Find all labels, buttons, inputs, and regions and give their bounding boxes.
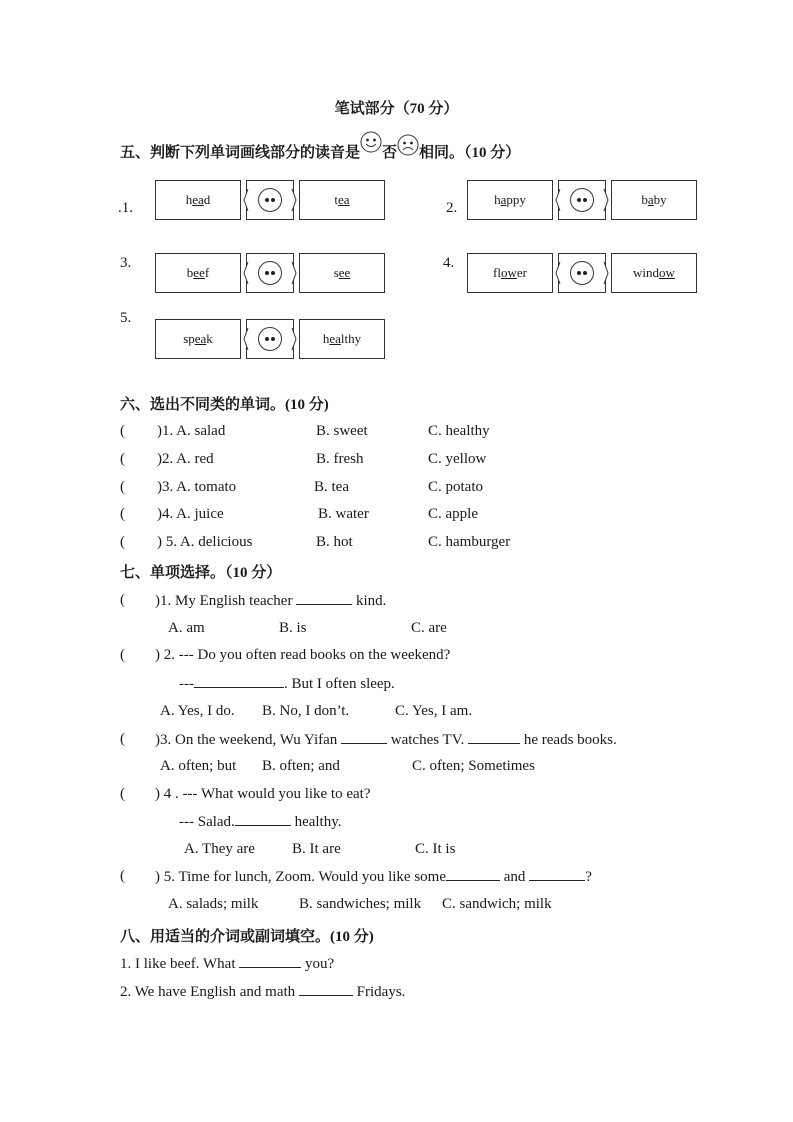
item-number: 3.	[120, 255, 132, 271]
s7-q2-line2-post: . But I often sleep.	[284, 676, 395, 692]
s7-q4-option-a: A. They are	[184, 841, 255, 857]
option-b: B. sweet	[316, 423, 368, 439]
s7-q1-post: kind.	[355, 593, 387, 609]
underlined-letters: ea	[329, 331, 341, 346]
blank-face-icon[interactable]	[258, 188, 282, 212]
item-number: 5.	[120, 310, 132, 326]
answer-blank[interactable]	[341, 731, 387, 744]
answer-face-box[interactable]	[246, 180, 294, 220]
word-box-left	[467, 253, 553, 293]
s8-q1	[120, 955, 334, 973]
option-a: ) 5. A. delicious	[157, 534, 253, 550]
s7-q5-option-c: C. sandwich; milk	[442, 896, 552, 912]
option-a: )1. A. salad	[157, 423, 226, 439]
word-box-left	[155, 253, 241, 293]
notch-right-icon	[603, 262, 609, 284]
item-number: 2.	[446, 200, 458, 216]
notch-left-icon	[243, 328, 249, 350]
option-c: C. healthy	[428, 423, 490, 439]
section8-heading: 八、用适当的介词或副词填空。(10 分)	[120, 929, 374, 945]
s7-q3-option-a: A. often; but	[160, 758, 237, 774]
word-part: sp	[183, 331, 195, 346]
answer-blank[interactable]	[446, 868, 500, 881]
notch-left-icon	[555, 262, 561, 284]
word-part: s	[333, 265, 339, 280]
word-part: b	[641, 192, 648, 207]
word-part: b	[186, 265, 194, 280]
page-title: 笔试部分（70 分）	[334, 101, 459, 117]
s8-q1-pre: 1. I like beef. What	[120, 956, 236, 972]
answer-paren[interactable]: (	[120, 479, 125, 495]
word-box-left	[155, 319, 241, 359]
s7-q2-option-b: B. No, I don’t.	[262, 703, 350, 719]
option-b: B. fresh	[316, 451, 364, 467]
answer-blank[interactable]	[239, 955, 301, 968]
underlined-letters: ea	[192, 192, 204, 207]
word-part: er	[516, 265, 527, 280]
answer-blank[interactable]	[194, 675, 284, 688]
s7-q5-post: ?	[585, 869, 592, 885]
option-c: C. apple	[428, 506, 478, 522]
answer-paren[interactable]: (	[120, 534, 125, 550]
word-part: wind	[633, 265, 660, 280]
section5-heading-suffix: 相同。（10 分）	[419, 145, 521, 161]
word-part: k	[206, 331, 213, 346]
notch-right-icon	[291, 189, 297, 211]
word-box-right	[299, 319, 385, 359]
notch-left-icon	[555, 189, 561, 211]
option-a: )2. A. red	[157, 451, 214, 467]
s7-q4-paren[interactable]: (	[120, 786, 125, 802]
word-box-left	[467, 180, 553, 220]
word-part: ppy	[506, 192, 526, 207]
s7-q5-option-b: B. sandwiches; milk	[299, 896, 422, 912]
s7-q3-mid: watches TV.	[390, 732, 465, 748]
s7-q3-post: he reads books.	[523, 732, 617, 748]
s7-q3-stem	[155, 731, 617, 749]
s7-q1-option-b: B. is	[279, 620, 307, 636]
section7-heading: 七、单项选择。（10 分）	[120, 565, 282, 581]
answer-face-box[interactable]	[558, 180, 606, 220]
item-number: 4.	[443, 255, 455, 271]
s8-q1-post: you?	[305, 956, 335, 972]
s8-q2-post: Fridays.	[356, 984, 406, 1000]
underlined-letters: a	[647, 192, 654, 207]
word-part: d	[203, 192, 211, 207]
s7-q5-paren[interactable]: (	[120, 868, 125, 884]
word-box-right	[299, 180, 385, 220]
answer-blank[interactable]	[299, 983, 353, 996]
blank-face-icon[interactable]	[570, 261, 594, 285]
blank-face-icon[interactable]	[258, 261, 282, 285]
s7-q4-line2-pre: --- Salad.	[179, 814, 235, 830]
underlined-letters: ea	[338, 192, 350, 207]
s7-q2-line1: ) 2. --- Do you often read books on the weekend?	[155, 647, 451, 663]
s7-q5-stem	[155, 868, 592, 886]
word-box-right	[611, 180, 697, 220]
underlined-letters: ea	[194, 331, 207, 346]
answer-face-box[interactable]	[558, 253, 606, 293]
s7-q3-option-c: C. often; Sometimes	[412, 758, 535, 774]
answer-blank[interactable]	[296, 592, 352, 605]
option-a: )4. A. juice	[157, 506, 224, 522]
s7-q1-pre: )1. My English teacher	[155, 593, 293, 609]
answer-paren[interactable]: (	[120, 506, 125, 522]
s7-q1-stem	[155, 592, 386, 610]
notch-right-icon	[291, 262, 297, 284]
answer-face-box[interactable]	[246, 253, 294, 293]
s8-q2-pre: 2. We have English and math	[120, 984, 296, 1000]
section5-heading-mid: 否	[382, 145, 398, 161]
section5-heading-prefix: 五、判断下列单词画线部分的读音是	[120, 145, 361, 161]
s7-q3-paren[interactable]: (	[120, 731, 125, 747]
underlined-letters: a	[500, 192, 507, 207]
blank-face-icon[interactable]	[570, 188, 594, 212]
notch-right-icon	[291, 328, 297, 350]
option-c: C. yellow	[428, 451, 487, 467]
underlined-letters: ow	[500, 265, 517, 280]
happy-face-icon	[360, 131, 382, 153]
s7-q5-mid: and	[503, 869, 526, 885]
notch-left-icon	[243, 189, 249, 211]
s7-q3-pre: )3. On the weekend, Wu Yifan	[155, 732, 338, 748]
s8-q2	[120, 983, 405, 1001]
word-part: f	[204, 265, 210, 280]
s7-q2-line2-pre: ---	[179, 676, 194, 692]
answer-blank[interactable]	[529, 868, 585, 881]
word-box-right	[299, 253, 385, 293]
s7-q1-paren[interactable]: (	[120, 592, 125, 608]
underlined-letters: ow	[659, 265, 675, 280]
word-part: lthy	[340, 331, 362, 346]
s7-q4-option-c: C. It is	[415, 841, 456, 857]
answer-blank[interactable]	[235, 813, 291, 826]
word-part: fl	[493, 265, 501, 280]
sad-face-icon	[397, 134, 419, 156]
answer-paren[interactable]: (	[120, 451, 125, 467]
item-number: .1.	[118, 200, 133, 216]
s7-q2-line2	[179, 675, 395, 693]
s7-q1-option-a: A. am	[168, 620, 205, 636]
s7-q4-option-b: B. It are	[292, 841, 341, 857]
word-part: by	[653, 192, 667, 207]
underlined-letters: ee	[193, 265, 205, 280]
option-b: B. water	[318, 506, 369, 522]
word-part: h	[185, 192, 193, 207]
section6-heading: 六、选出不同类的单词。(10 分)	[120, 397, 329, 413]
s7-q3-option-b: B. often; and	[262, 758, 340, 774]
s7-q1-option-c: C. are	[411, 620, 447, 636]
s7-q2-paren[interactable]: (	[120, 647, 125, 663]
s7-q2-option-c: C. Yes, I am.	[395, 703, 473, 719]
s7-q5-option-a: A. salads; milk	[168, 896, 259, 912]
answer-paren[interactable]: (	[120, 423, 125, 439]
section5-heading	[120, 140, 520, 162]
option-b: B. hot	[316, 534, 353, 550]
option-c: C. hamburger	[428, 534, 511, 550]
option-c: C. potato	[428, 479, 483, 495]
option-a: )3. A. tomato	[157, 479, 237, 495]
notch-left-icon	[243, 262, 249, 284]
s7-q2-option-a: A. Yes, I do.	[160, 703, 235, 719]
underlined-letters: ee	[338, 265, 351, 280]
answer-blank[interactable]	[468, 731, 520, 744]
word-part: h	[494, 192, 501, 207]
s7-q4-line2	[179, 813, 342, 831]
word-part: t	[334, 192, 339, 207]
s7-q4-line2-post: healthy.	[294, 814, 342, 830]
word-box-right	[611, 253, 697, 293]
s7-q4-line1: ) 4 . --- What would you like to eat?	[155, 786, 371, 802]
notch-right-icon	[603, 189, 609, 211]
word-box-left	[155, 180, 241, 220]
blank-face-icon[interactable]	[258, 327, 282, 351]
word-part: h	[322, 331, 330, 346]
s7-q5-pre: ) 5. Time for lunch, Zoom. Would you like some	[155, 869, 447, 885]
option-b: B. tea	[314, 479, 349, 495]
answer-face-box[interactable]	[246, 319, 294, 359]
